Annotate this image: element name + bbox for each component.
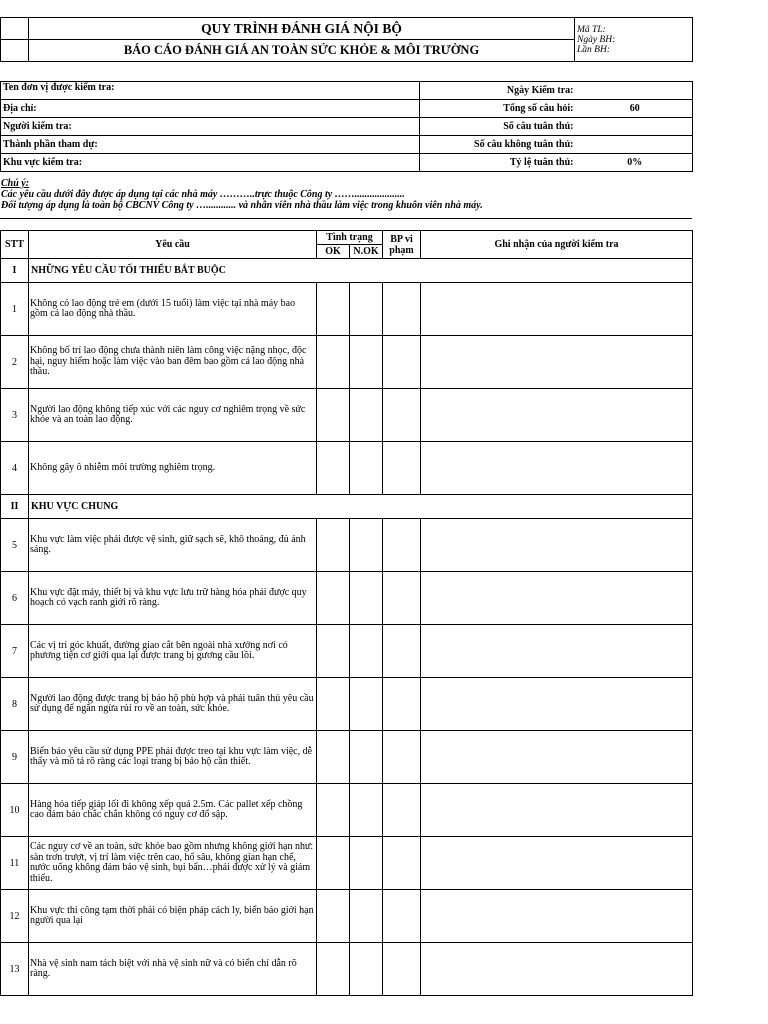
- ok-cell[interactable]: [317, 784, 350, 837]
- col-header-inspector-notes: Ghi nhận của người kiểm tra: [421, 231, 693, 259]
- checklist-row: [1, 943, 693, 996]
- checklist-row: [1, 890, 693, 943]
- requirement-text: Các nguy cơ về an toàn, sức khỏe bao gồm nhưng không giới hạn như: sàn trơn trượt, vị trí làm việc trên cao, hố sâu, không gian hạn chế, nước uống không đảm bảo vệ sinh, bụi bẩn…phải được xử lý và giám thiểu.: [29, 837, 317, 890]
- area-field: Khu vực kiểm tra:: [1, 154, 420, 172]
- inspector-note-cell[interactable]: [421, 731, 693, 784]
- inspector-note-cell[interactable]: [421, 784, 693, 837]
- checklist-row: [1, 678, 693, 731]
- ok-cell[interactable]: [317, 890, 350, 943]
- nok-cell[interactable]: [350, 572, 383, 625]
- requirement-text: Không gây ô nhiễm môi trường nghiêm trọng.: [29, 442, 317, 495]
- requirement-text: Khu vực thi công tạm thời phải có biện pháp cách ly, biển báo giới hạn người qua lại: [29, 890, 317, 943]
- nok-cell[interactable]: [350, 943, 383, 996]
- note-line-1: Các yêu cầu dưới đây được áp dụng tại các nhà máy ………..trực thuộc Công ty ……....................: [1, 189, 405, 200]
- violating-dept-cell[interactable]: [383, 442, 421, 495]
- participants-field: Thành phần tham dự:: [1, 136, 420, 154]
- compliant-count-value: [578, 118, 693, 136]
- row-number: 9: [1, 731, 29, 784]
- violating-dept-cell[interactable]: [383, 572, 421, 625]
- checklist-row: [1, 283, 693, 336]
- col-header-nok: N.OK: [350, 245, 383, 259]
- requirement-text: Không bố trí lao động chưa thành niên làm công việc nặng nhọc, độc hại, nguy hiểm hoặc làm việc vào ban đêm bao gồm cả lao động nhà thầu.: [29, 336, 317, 389]
- nok-cell[interactable]: [350, 837, 383, 890]
- row-number: 6: [1, 572, 29, 625]
- inspector-note-cell[interactable]: [421, 572, 693, 625]
- inspector-note-cell[interactable]: [421, 389, 693, 442]
- inspector-note-cell[interactable]: [421, 283, 693, 336]
- ok-cell[interactable]: [317, 519, 350, 572]
- total-questions-label: Tổng số câu hỏi:: [420, 100, 578, 118]
- requirement-text: Nhà vệ sinh nam tách biệt với nhà vệ sinh nữ và có biển chỉ dẫn rõ ràng.: [29, 943, 317, 996]
- nok-cell[interactable]: [350, 678, 383, 731]
- checklist-table: [0, 230, 693, 996]
- requirement-text: Các vị trí góc khuất, đường giao cắt bên ngoài nhà xưởng nơi có phương tiện cơ giới qua lại được trang bị gương cầu lồi.: [29, 625, 317, 678]
- ok-cell[interactable]: [317, 731, 350, 784]
- compliance-rate-label: Tỷ lệ tuân thủ:: [420, 154, 578, 172]
- checklist-row: [1, 784, 693, 837]
- checklist-row: [1, 336, 693, 389]
- ok-cell[interactable]: [317, 283, 350, 336]
- checklist-row: [1, 442, 693, 495]
- row-number: 2: [1, 336, 29, 389]
- note-line-2: Đối tượng áp dụng là toàn bộ CBCNV Công ty …............ và nhân viên nhà thầu làm việc trong khuôn viên nhà máy.: [1, 200, 483, 211]
- violating-dept-cell[interactable]: [383, 890, 421, 943]
- col-header-stt: STT: [1, 231, 29, 259]
- requirement-text: Khu vực đặt máy, thiết bị và khu vực lưu trữ hàng hóa phải được quy hoạch có vạch ranh giới rõ ràng.: [29, 572, 317, 625]
- nok-cell[interactable]: [350, 890, 383, 943]
- row-number: 4: [1, 442, 29, 495]
- divider: [0, 218, 692, 219]
- inspection-date-label: Ngày Kiểm tra:: [420, 82, 578, 100]
- requirement-text: Người lao động được trang bị bảo hộ phù hợp và phải tuân thủ yêu cầu sử dụng để ngăn ngừa rủi ro về an toàn, sức khỏe.: [29, 678, 317, 731]
- violating-dept-cell[interactable]: [383, 389, 421, 442]
- violating-dept-cell[interactable]: [383, 519, 421, 572]
- inspector-note-cell[interactable]: [421, 336, 693, 389]
- ok-cell[interactable]: [317, 625, 350, 678]
- document-meta: [575, 18, 693, 62]
- ok-cell[interactable]: [317, 943, 350, 996]
- inspection-date-value: [578, 82, 693, 100]
- checklist-row: [1, 519, 693, 572]
- nok-cell[interactable]: [350, 625, 383, 678]
- checklist-row: [1, 837, 693, 890]
- violating-dept-cell[interactable]: [383, 784, 421, 837]
- checklist-row: [1, 389, 693, 442]
- document-title: QUY TRÌNH ĐÁNH GIÁ NỘI BỘ: [29, 18, 575, 40]
- nok-cell[interactable]: [350, 731, 383, 784]
- ok-cell[interactable]: [317, 389, 350, 442]
- col-header-ok: OK: [317, 245, 350, 259]
- row-number: 5: [1, 519, 29, 572]
- inspector-field: Người kiểm tra:: [1, 118, 420, 136]
- inspector-note-cell[interactable]: [421, 442, 693, 495]
- inspector-note-cell[interactable]: [421, 519, 693, 572]
- row-number: 1: [1, 283, 29, 336]
- requirement-text: Người lao động không tiếp xúc với các nguy cơ nghiêm trọng về sức khỏe và an toàn lao động.: [29, 389, 317, 442]
- noncompliant-count-label: Số câu không tuân thủ:: [420, 136, 578, 154]
- ok-cell[interactable]: [317, 336, 350, 389]
- nok-cell[interactable]: [350, 283, 383, 336]
- section-number: II: [1, 495, 29, 519]
- violating-dept-cell[interactable]: [383, 731, 421, 784]
- row-number: 3: [1, 389, 29, 442]
- row-number: 10: [1, 784, 29, 837]
- violating-dept-cell[interactable]: [383, 943, 421, 996]
- document-header: [0, 17, 693, 62]
- compliance-rate-value: 0%: [578, 154, 693, 172]
- row-number: 11: [1, 837, 29, 890]
- nok-cell[interactable]: [350, 442, 383, 495]
- inspector-note-cell[interactable]: [421, 678, 693, 731]
- document-subtitle: BÁO CÁO ĐÁNH GIÁ AN TOÀN SỨC KHỎE & MÔI TRƯỜNG: [29, 40, 575, 62]
- unit-name-field: Ten đơn vị được kiểm tra:: [1, 82, 420, 100]
- meta-revision: Lần BH:: [577, 45, 610, 55]
- row-number: 8: [1, 678, 29, 731]
- inspector-note-cell[interactable]: [421, 890, 693, 943]
- address-field: Địa chỉ:: [1, 100, 420, 118]
- checklist-row: [1, 625, 693, 678]
- inspector-note-cell[interactable]: [421, 837, 693, 890]
- row-number: 12: [1, 890, 29, 943]
- section-row: [1, 495, 693, 519]
- inspection-info: [0, 81, 693, 172]
- ok-cell[interactable]: [317, 678, 350, 731]
- nok-cell[interactable]: [350, 784, 383, 837]
- requirement-text: Khu vực làm việc phải được vệ sinh, giữ sạch sẽ, khô thoáng, đủ ánh sáng.: [29, 519, 317, 572]
- nok-cell[interactable]: [350, 519, 383, 572]
- col-header-status: Tình trạng: [317, 231, 383, 245]
- meta-issue-date: Ngày BH:: [577, 35, 616, 45]
- section-title: NHỮNG YÊU CẦU TỐI THIỂU BẮT BUỘC: [29, 259, 693, 283]
- header-blank-cell: [1, 40, 29, 62]
- ok-cell[interactable]: [317, 572, 350, 625]
- row-number: 13: [1, 943, 29, 996]
- section-number: I: [1, 259, 29, 283]
- requirement-text: Không có lao động trẻ em (dưới 15 tuổi) làm việc tại nhà máy bao gồm cả lao động nhà thầu.: [29, 283, 317, 336]
- nok-cell[interactable]: [350, 336, 383, 389]
- note-block: [1, 178, 691, 211]
- ok-cell[interactable]: [317, 442, 350, 495]
- header-blank-cell: [1, 18, 29, 40]
- col-header-violating-dept: BP vi phạm: [383, 231, 421, 259]
- violating-dept-cell[interactable]: [383, 625, 421, 678]
- checklist-row: [1, 731, 693, 784]
- section-title: KHU VỰC CHUNG: [29, 495, 693, 519]
- compliant-count-label: Số câu tuân thủ:: [420, 118, 578, 136]
- inspector-note-cell[interactable]: [421, 625, 693, 678]
- checklist-row: [1, 572, 693, 625]
- row-number: 7: [1, 625, 29, 678]
- nok-cell[interactable]: [350, 389, 383, 442]
- col-header-requirement: Yêu cầu: [29, 231, 317, 259]
- total-questions-value: 60: [578, 100, 693, 118]
- violating-dept-cell[interactable]: [383, 678, 421, 731]
- note-heading: Chú ý:: [1, 178, 30, 189]
- ok-cell[interactable]: [317, 837, 350, 890]
- section-row: [1, 259, 693, 283]
- requirement-text: Hàng hóa tiếp giáp lối đi không xếp quá 2.5m. Các pallet xếp chồng cao đảm bảo chắc chắn không có nguy cơ đổ sập.: [29, 784, 317, 837]
- violating-dept-cell[interactable]: [383, 837, 421, 890]
- noncompliant-count-value: [578, 136, 693, 154]
- meta-code: Mã TL:: [577, 25, 606, 35]
- inspector-note-cell[interactable]: [421, 943, 693, 996]
- requirement-text: Biển báo yêu cầu sử dụng PPE phải được treo tại khu vực làm việc, dễ thấy và mô tả rõ ràng các loại trang bị bảo hộ cần thiết.: [29, 731, 317, 784]
- violating-dept-cell[interactable]: [383, 336, 421, 389]
- violating-dept-cell[interactable]: [383, 283, 421, 336]
